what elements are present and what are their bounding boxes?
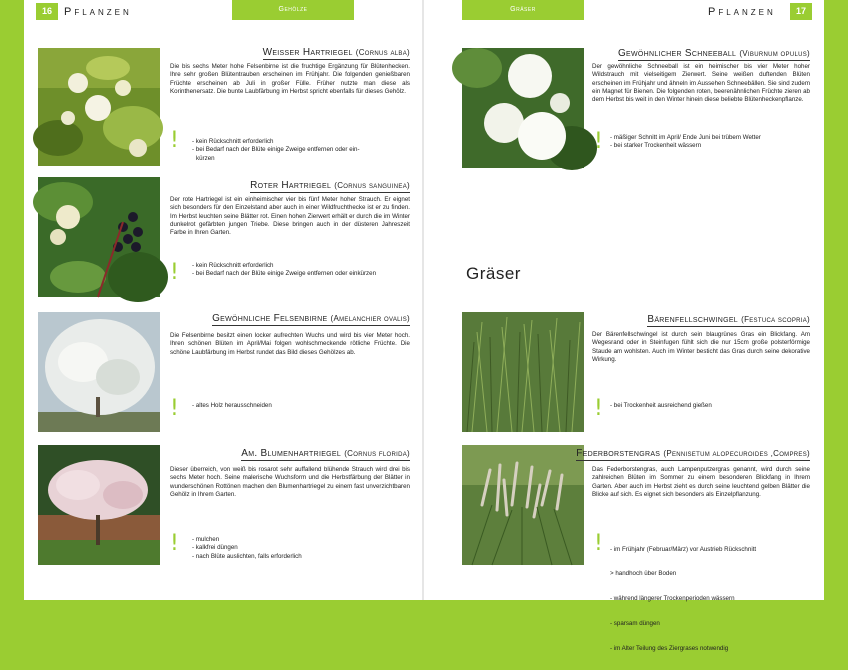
federborstengras-title: Federborstengras (Pennisetum alopecuroides ,Compres) bbox=[576, 448, 810, 459]
baerenfellschwingel-tips: - bei Trockenheit ausreichend gießen bbox=[610, 402, 712, 409]
header-tab-right: Gräser bbox=[462, 0, 584, 20]
blumenhartriegel-title: Am. Blumenhartriegel (Cornus florida) bbox=[241, 448, 410, 459]
baerenfellschwingel-title: Bärenfellschwingel (Festuca scopria) bbox=[647, 314, 810, 325]
left-page bbox=[24, 0, 424, 600]
roter-hartriegel-tips: - kein Rückschnitt erforderlich - bei Bedarf nach der Blüte einige Zweige entfernen oder einkürzen bbox=[192, 262, 377, 278]
schneeball-description: Der gewöhnliche Schneeball ist ein heimischer bis vier Meter hoher Wildstrauch mit vielseitigem Zierwert. Seine weißen duftenden Blüten erscheinen im Frühjahr und ähneln im Aussehen Schneebällen. Sie sind zudem ein Magnet für Bienen. Die folgenden roten, beerenähnlichen Früchte zieren ab dem Herbst bis weit in den Winter hinein diese beliebte Blütenheckenpflanze. bbox=[592, 63, 810, 104]
exclamation-icon: ! bbox=[170, 531, 179, 556]
federborstengras-tips: - im Frühjahr (Februar/März) vor Austrieb Rückschnitt > handhoch über Boden - während längerer Trockenperioden wässern - sparsam düngen - im Alter Teilung des Ziergrases notwendig bbox=[610, 545, 757, 653]
blumenhartriegel-description: Dieser überreich, von weiß bis rosarot sehr auffallend blühende Strauch wird drei bis sechs Meter hoch. Seine malerische Wuchsform und die Herbstfärbung der Blätter in wunderschönen Rottönen machen den Blumenhartriegel zu einem fast unverzichtbaren Gehölz in Ihrem Garten. bbox=[170, 466, 410, 498]
federborstengras-photo bbox=[462, 445, 584, 565]
weisser-hartriegel-tips: - kein Rückschnitt erforderlich - bei Bedarf nach der Blüte einige Zweige entfernen oder ein- kürzen bbox=[192, 138, 360, 162]
header-tab-left: Gehölze bbox=[232, 0, 354, 20]
page-number-right: 17 bbox=[790, 3, 812, 20]
exclamation-icon: ! bbox=[594, 531, 603, 556]
exclamation-icon: ! bbox=[170, 128, 179, 153]
exclamation-icon: ! bbox=[594, 396, 603, 421]
exclamation-icon: ! bbox=[594, 129, 603, 154]
baerenfellschwingel-photo bbox=[462, 312, 584, 432]
felsenbirne-title: Gewöhnliche Felsenbirne (Amelanchier ovalis) bbox=[212, 313, 410, 324]
weisser-hartriegel-title: Weisser Hartriegel (Cornus alba) bbox=[262, 47, 410, 58]
weisser-hartriegel-photo bbox=[38, 48, 160, 166]
exclamation-icon: ! bbox=[170, 396, 179, 421]
roter-hartriegel-description: Der rote Hartriegel ist ein einheimischer vier bis fünf Meter hoher Strauch. Er eignet sich besonders für den Einzelstand aber auch in einer Wildfruchthecke ist er zu finden. Im Herbst leuchten seine Blätter rot. Einen hohen Zierwert erhält er durch die im Winter dunkelrot gefärbten jungen Triebe. Diese bringen auch in der düsteren Jahreszeit Farbe in Ihren Garten. bbox=[170, 196, 410, 237]
schneeball-photo bbox=[462, 48, 584, 168]
weisser-hartriegel-description: Die bis sechs Meter hohe Felsenbirne ist die fruchtige Ergänzung für Blütenhecken. Ihre sehr großen Blütentrauben erscheinen im Frühjahr. Die folgenden genießbaren Früchte erscheinen ab Juli in großer Fülle. Früher nutzte man diese als Korinthenersatz. Die bunte Laubfärbung im Herbst spricht ebenfalls für dieses Gehölz. bbox=[170, 63, 410, 95]
page-number-left: 16 bbox=[36, 3, 58, 20]
header-word-left: Pflanzen bbox=[64, 6, 132, 18]
schneeball-title: Gewöhnlicher Schneeball (Viburnum opulus) bbox=[617, 48, 810, 59]
roter-hartriegel-title: Roter Hartriegel (Cornus sanguinea) bbox=[250, 180, 410, 191]
exclamation-icon: ! bbox=[170, 260, 179, 285]
section-heading-graeser: Gräser bbox=[466, 264, 521, 283]
blumenhartriegel-tips: - mulchen - kalkfrei düngen - nach Blüte auslichten, falls erforderlich bbox=[192, 536, 302, 560]
federborstengras-description: Das Federborstengras, auch Lampenputzergras genannt, wird durch seine zahlreichen Blüten im Sommer zu einem besonderen Blickfang in Ihrem Garten. Aber auch im Herbst zieht es durch seine leuchtend gelben Blätter die Blicke auf sich. Es eignet sich besonders als Einzelpflanzung. bbox=[592, 466, 810, 498]
right-page bbox=[424, 0, 824, 653]
schneeball-tips: - mäßiger Schnitt im April/ Ende Juni bei trübem Wetter - bei starker Trockenheit wässern bbox=[610, 134, 761, 150]
roter-hartriegel-photo bbox=[38, 177, 160, 297]
felsenbirne-photo bbox=[38, 312, 160, 432]
baerenfellschwingel-description: Der Bärenfellschwingel ist durch sein blaugrünes Gras ein Blickfang. Am Wegesrand oder in Steinfugen fühlt sich die nur 15cm große polsterförmige Staude am wohlsten. Auch im Winter besticht das Gras durch seine dekorative Wirkung. bbox=[592, 331, 810, 363]
blumenhartriegel-photo bbox=[38, 445, 160, 565]
header-word-right: Pflanzen bbox=[708, 6, 776, 18]
felsenbirne-tips: - altes Holz herausschneiden bbox=[192, 402, 272, 409]
felsenbirne-description: Die Felsenbirne besitzt einen locker aufrechten Wuchs und wird bis vier Meter hoch. Ihren schönen Blüten im April/Mai folgen wohlschmeckende rötliche Früchte. Die schöne Laubfärbung im Herbst rundet das Bild dieses Gehölzes ab. bbox=[170, 332, 410, 356]
